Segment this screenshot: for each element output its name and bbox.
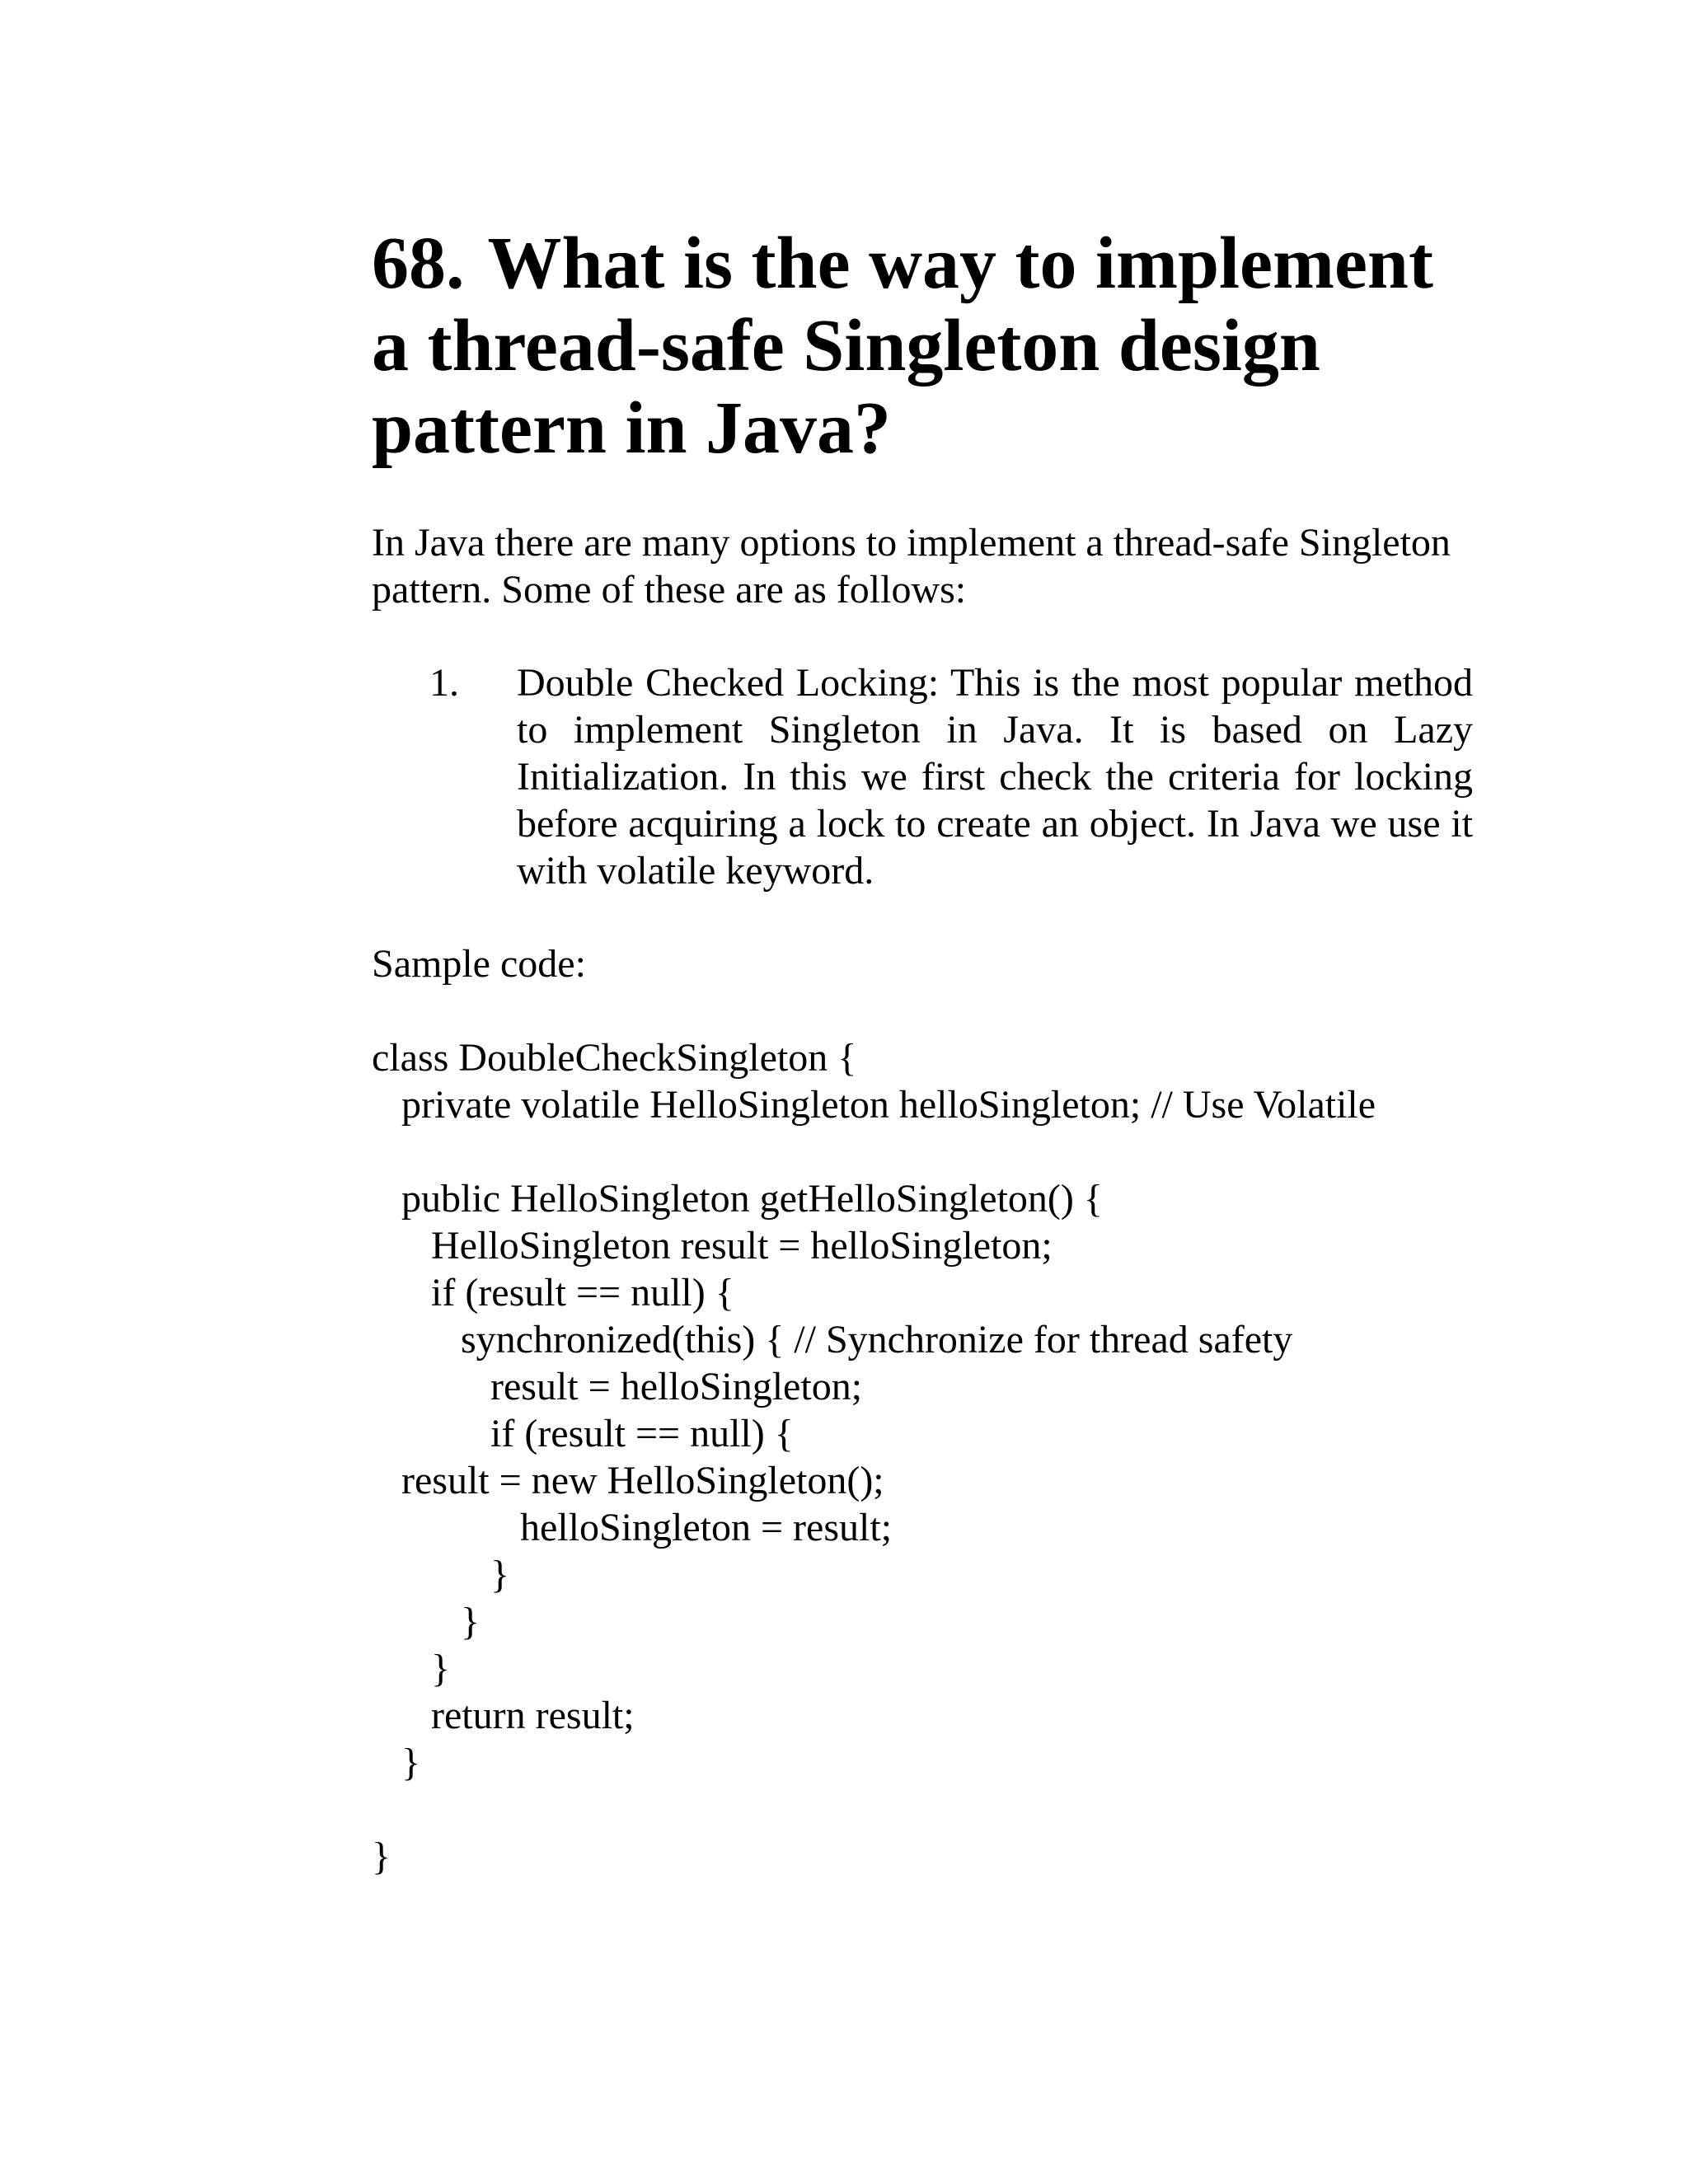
code-line: private volatile HelloSingleton helloSingleton; // Use Volatile xyxy=(372,1083,1376,1127)
code-line: HelloSingleton result = helloSingleton; xyxy=(372,1224,1053,1268)
code-line: } xyxy=(372,1600,481,1643)
list-marker: 1. xyxy=(429,661,459,705)
code-line: if (result == null) { xyxy=(372,1412,794,1455)
code-line: } xyxy=(372,1647,451,1690)
code-line: } xyxy=(372,1835,392,1878)
question-heading xyxy=(372,223,1476,470)
code-line xyxy=(372,1128,1608,1175)
question-number: 68. xyxy=(372,223,465,304)
code-block xyxy=(372,1034,1608,1880)
code-line: } xyxy=(372,1741,421,1784)
code-line: if (result == null) { xyxy=(372,1271,734,1315)
options-list xyxy=(372,659,1473,894)
code-line: result = helloSingleton; xyxy=(372,1365,863,1408)
intro-paragraph: In Java there are many options to implement a thread-safe Singleton pattern. Some of these are as follows: xyxy=(372,521,1451,612)
question-title: What is the way to implement a thread-safe Singleton design pattern in Java? xyxy=(372,223,1433,469)
list-item-text: Double Checked Locking: This is the most popular method to implement Singleton in Java. It is based on Lazy Initialization. In this we first check the criteria for locking before acquiring a lock to create an object. In Java we use it with volatile keyword. xyxy=(517,661,1473,893)
code-line: helloSingleton = result; xyxy=(372,1506,893,1549)
code-line: public HelloSingleton getHelloSingleton() { xyxy=(372,1177,1103,1221)
list-item xyxy=(372,659,1473,894)
code-line: synchronized(this) { // Synchronize for thread safety xyxy=(372,1318,1293,1361)
code-line: class DoubleCheckSingleton { xyxy=(372,1036,857,1080)
code-line: } xyxy=(372,1553,510,1596)
code-line: result = new HelloSingleton(); xyxy=(372,1459,884,1502)
code-line xyxy=(372,1786,1608,1833)
code-line: return result; xyxy=(372,1694,635,1737)
sample-code-label: Sample code: xyxy=(372,942,586,986)
